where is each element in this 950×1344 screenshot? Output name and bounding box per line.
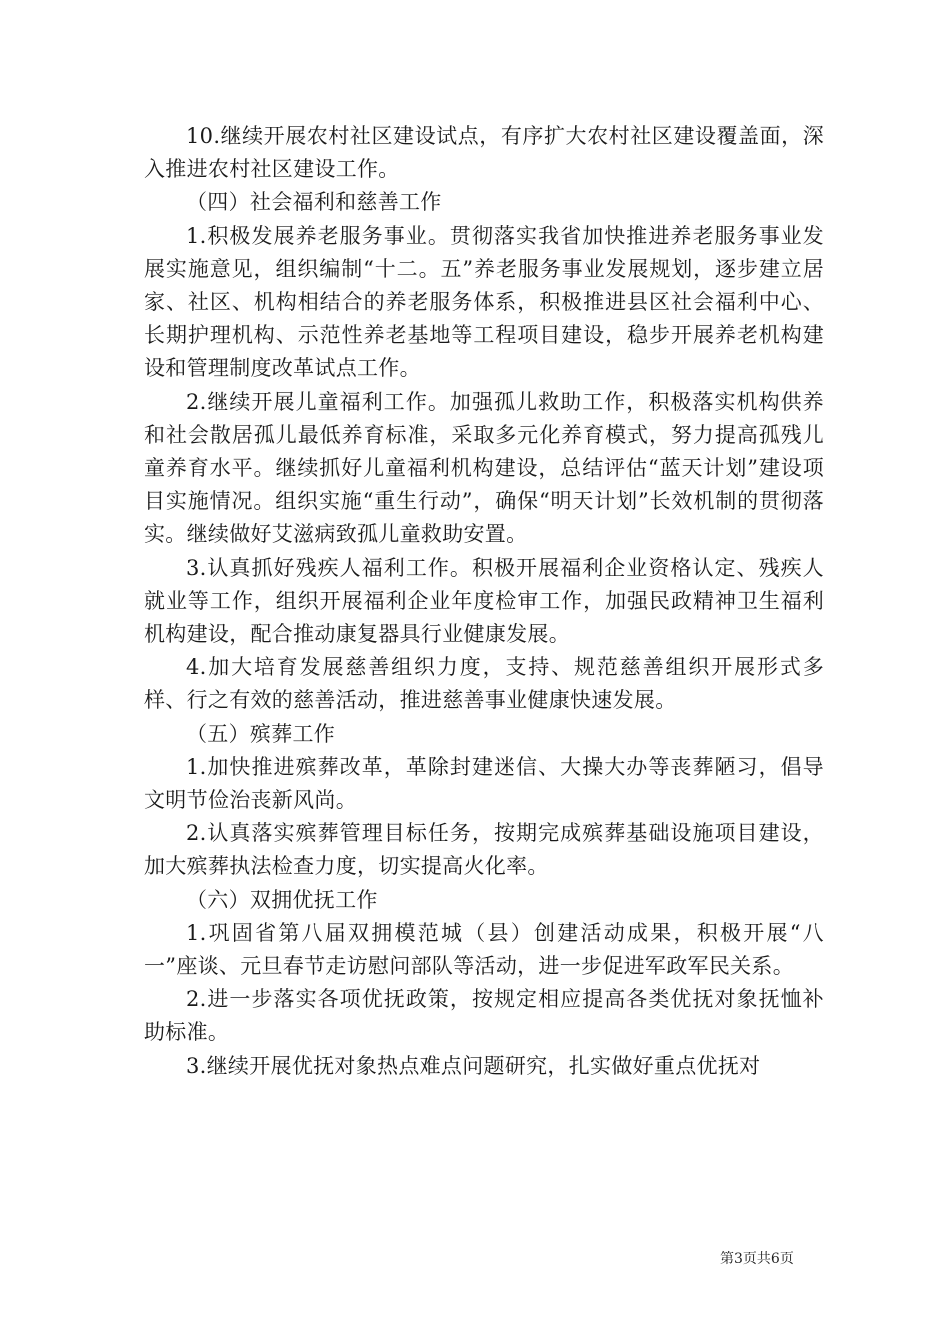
section-heading-double-support: （六）双拥优抚工作 <box>186 887 378 912</box>
paragraph-funeral-reform: 1.加快推进殡葬改革，革除封建迷信、大操大办等丧葬陋习，倡导文明节俭治丧新风尚。 <box>144 754 824 813</box>
paragraph-disabled-welfare: 3.认真抓好残疾人福利工作。积极开展福利企业资格认定、残疾人就业等工作，组织开展福利企业年度检审工作，加强民政精神卫生福利机构建设，配合推动康复器具行业健康发展。 <box>144 555 824 647</box>
paragraph-double-support-1: 1.巩固省第八届双拥模范城（县）创建活动成果，积极开展“八一”座谈、元旦春节走访慰问部队等活动，进一步促进军政军民关系。 <box>144 920 824 979</box>
paragraph-item-10: 10.继续开展农村社区建设试点，有序扩大农村社区建设覆盖面，深入推进农村社区建设工作。 <box>144 124 824 182</box>
paragraph-double-support-2: 2.进一步落实各项优抚政策，按规定相应提高各类优抚对象抚恤补助标准。 <box>144 987 824 1045</box>
paragraph-child-welfare: 2.继续开展儿童福利工作。加强孤儿救助工作，积极落实机构供养和社会散居孤儿最低养育标准，采取多元化养育模式，努力提高孤残儿童养育水平。继续抓好儿童福利机构建设，总结评估“蓝天计划”建设项目实施情况。组织实施“重生行动”，确保“明天计划”长效机制的贯彻落实。继续做好艾滋病致孤儿童救助安置。 <box>144 389 824 547</box>
section-heading-social-welfare: （四）社会福利和慈善工作 <box>186 190 442 215</box>
section-heading-funeral: （五）殡葬工作 <box>186 721 336 746</box>
paragraph-charity: 4.加大培育发展慈善组织力度，支持、规范慈善组织开展形式多样、行之有效的慈善活动，推进慈善事业健康快速发展。 <box>144 655 824 713</box>
paragraph-elderly-care: 1.积极发展养老服务事业。贯彻落实我省加快推进养老服务事业发展实施意见，组织编制“十二。五”养老服务事业发展规划，逐步建立居家、社区、机构相结合的养老服务体系，积极推进县区社会福利中心、长期护理机构、示范性养老基地等工程项目建设，稳步开展养老机构建设和管理制度改革试点工作。 <box>144 223 824 381</box>
page-number-footer: 第3页共6页 <box>720 1251 794 1267</box>
paragraph-funeral-management: 2.认真落实殡葬管理目标任务，按期完成殡葬基础设施项目建设，加大殡葬执法检查力度，切实提高火化率。 <box>144 821 824 879</box>
document-body <box>144 120 824 1083</box>
paragraph-double-support-3: 3.继续开展优抚对象热点难点问题研究，扎实做好重点优抚对 <box>186 1053 761 1078</box>
